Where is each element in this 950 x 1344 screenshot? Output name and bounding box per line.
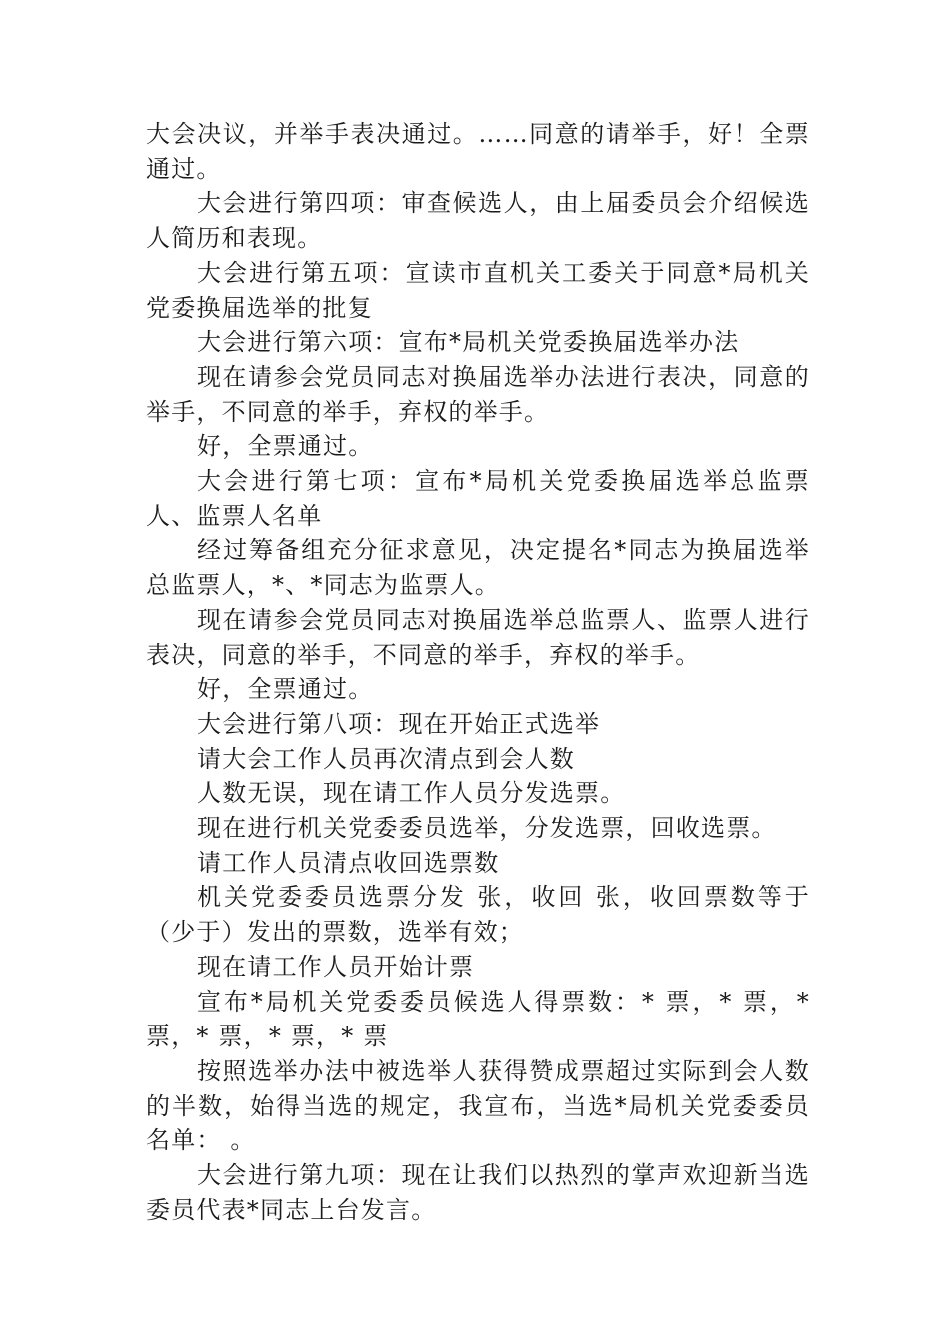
paragraph-1: 大会决议，并举手表决通过。……同意的请举手，好！全票通过。 (146, 120, 810, 183)
paragraph-3: 大会进行第五项：宣读市直机关工委关于同意*局机关党委换届选举的批复 (146, 258, 810, 322)
document-body (146, 117, 810, 1228)
paragraph-5: 现在请参会党员同志对换届选举办法进行表决，同意的举手，不同意的举手，弃权的举手。 (146, 362, 810, 426)
paragraph-15: 请工作人员清点收回选票数 (197, 848, 500, 877)
paragraph-7: 大会进行第七项：宣布*局机关党委换届选举总监票人、监票人名单 (146, 467, 810, 530)
paragraph-4: 大会进行第六项：宣布*局机关党委换届选举办法 (197, 328, 740, 357)
paragraph-11: 大会进行第八项：现在开始正式选举 (197, 709, 601, 738)
paragraph-17: 现在请工作人员开始计票 (197, 952, 475, 981)
paragraph-18: 宣布*局机关党委委员候选人得票数：* 票，* 票，* 票，* 票，* 票，* 票 (146, 987, 810, 1051)
paragraph-8: 经过筹备组充分征求意见，决定提名*同志为换届选举总监票人，*、*同志为监票人。 (146, 536, 810, 600)
paragraph-6: 好，全票通过。 (197, 432, 374, 461)
paragraph-9: 现在请参会党员同志对换届选举总监票人、监票人进行表决，同意的举手，不同意的举手，弃权的举手。 (146, 605, 810, 669)
paragraph-10: 好，全票通过。 (197, 675, 374, 704)
paragraph-13: 人数无误，现在请工作人员分发选票。 (197, 779, 626, 808)
paragraph-20: 大会进行第九项：现在让我们以热烈的掌声欢迎新当选委员代表*同志上台发言。 (146, 1161, 810, 1224)
paragraph-16: 机关党委委员选票分发 张，收回 张，收回票数等于（少于）发出的票数，选举有效； (146, 883, 810, 947)
paragraph-19: 按照选举办法中被选举人获得赞成票超过实际到会人数的半数，始得当选的规定，我宣布，当选*局机关党委委员名单： 。 (146, 1056, 810, 1155)
paragraph-12: 请大会工作人员再次清点到会人数 (197, 744, 575, 773)
paragraph-14: 现在进行机关党委委员选举，分发选票，回收选票。 (197, 814, 777, 843)
paragraph-2: 大会进行第四项：审查候选人，由上届委员会介绍候选人简历和表现。 (146, 189, 810, 253)
